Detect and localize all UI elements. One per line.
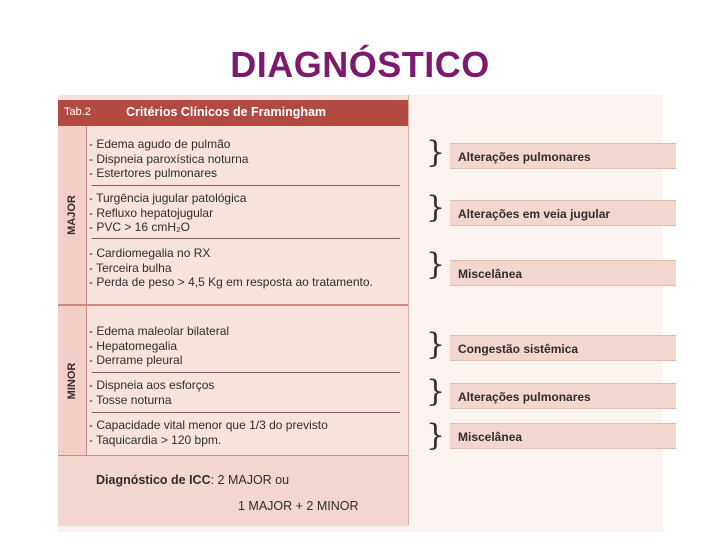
- minor-group-misc: [89, 418, 404, 447]
- criterion: - Refluxo hepatojugular: [89, 205, 214, 220]
- criterion: - Capacidade vital menor que 1/3 do previsto: [89, 418, 328, 432]
- major-group-pulmonary: [89, 137, 404, 181]
- diagnosis-rule-line1: [96, 473, 289, 487]
- criterion: - Dispneia paroxística noturna: [89, 151, 249, 166]
- criterion: - PVC > 16 cmH₂O: [89, 220, 191, 234]
- brace-icon: }: [426, 418, 446, 453]
- brace-icon: }: [426, 135, 446, 170]
- table-header: [58, 100, 408, 126]
- criterion: - Perda de peso > 4,5 Kg em resposta ao tratamento.: [89, 275, 373, 289]
- separator: [92, 412, 400, 413]
- criterion: - Hepatomegalia: [89, 338, 178, 353]
- criterion: - Terceira bulha: [89, 260, 172, 275]
- criterion: - Estertores pulmonares: [89, 166, 218, 180]
- minor-group-pulmonary: [89, 378, 404, 407]
- diagnosis-footer: [58, 455, 408, 526]
- category-box: Alterações em veia jugular: [450, 200, 676, 226]
- criterion: - Taquicardia > 120 bpm.: [89, 432, 222, 447]
- minor-column: [58, 306, 87, 455]
- major-group-jugular: [89, 191, 404, 235]
- major-group-misc: [89, 246, 404, 290]
- major-minor-divider: [58, 304, 408, 306]
- separator: [92, 372, 400, 373]
- brace-icon: }: [426, 374, 446, 409]
- slide-title: DIAGNÓSTICO: [230, 44, 490, 85]
- separator: [92, 238, 400, 239]
- minor-group-systemic: [89, 324, 404, 368]
- criteria-table: [58, 95, 409, 525]
- major-column: [58, 126, 87, 304]
- minor-label: MINOR: [66, 362, 78, 399]
- brace-icon: }: [426, 247, 446, 282]
- category-box: Alterações pulmonares: [450, 143, 676, 169]
- category-box: Miscelânea: [450, 260, 676, 286]
- category-box: Alterações pulmonares: [450, 383, 676, 409]
- separator: [92, 185, 400, 186]
- diagnosis-rule-a: : 2 MAJOR ou: [210, 473, 290, 487]
- table-title: Critérios Clínicos de Framingham: [126, 105, 327, 119]
- category-box: Miscelânea: [450, 423, 676, 449]
- criterion: - Edema agudo de pulmão: [89, 137, 231, 151]
- major-label: MAJOR: [66, 195, 78, 235]
- diagnosis-rule-b: 1 MAJOR + 2 MINOR: [238, 499, 359, 513]
- brace-icon: }: [426, 190, 446, 225]
- criterion: - Derrame pleural: [89, 353, 183, 367]
- criterion: - Tosse noturna: [89, 392, 172, 407]
- brace-icon: }: [426, 327, 446, 362]
- criterion: - Edema maleolar bilateral: [89, 324, 230, 338]
- table-number: Tab.2: [64, 106, 91, 118]
- criterion: - Dispneia aos esforços: [89, 378, 215, 392]
- framingham-criteria-figure: [58, 95, 663, 532]
- diagnosis-label: Diagnóstico de ICC: [96, 473, 211, 487]
- category-box: Congestão sistêmica: [450, 335, 676, 361]
- criterion: - Turgência jugular patológica: [89, 191, 247, 205]
- criterion: - Cardiomegalia no RX: [89, 246, 211, 260]
